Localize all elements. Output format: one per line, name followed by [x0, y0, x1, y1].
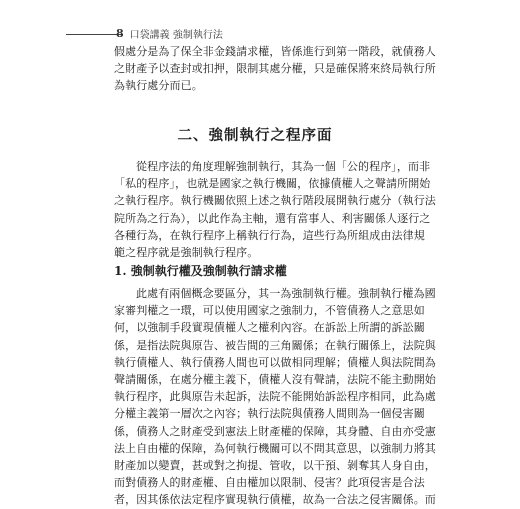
text-line: 此處有兩個概念要區分，其一為強制執行權。強制執行權為國 [136, 287, 436, 300]
running-header [116, 26, 223, 41]
sub-heading: 1. 強制執行權及強制執行請求權 [114, 264, 287, 278]
paragraph-bottom [114, 285, 436, 509]
page-number: 8 [116, 27, 124, 40]
text-line: 係，債務人之財產受到憲法上財產權的保障，其身體、自由亦受憲 [114, 424, 436, 438]
running-title: 口袋講義 強制執行法 [129, 30, 223, 41]
text-line: 分權主義第一層次之內容；執行法院與債務人間則為一個侵害關 [114, 407, 425, 421]
text-line: 之財產予以查封或扣押，限制其處分權，只是確保將來終局執行所 [114, 62, 436, 76]
text-line: 法上自由權的保障，為何執行機關可以不問其意思，以強制力將其 [114, 441, 436, 455]
text-line: 者，因其係依法定程序實現執行債權，故為一合法之侵害關係。而 [114, 493, 436, 507]
text-line: 財產加以變賣，甚或對之拘提、管收，以干預、剝奪其人身自由， [114, 459, 436, 473]
text-line: 為執行處分而已。 [114, 79, 203, 93]
section-title: 二、強制執行之程序面 [177, 127, 333, 144]
text-line: 聲請關係，在處分權主義下，債權人沒有聲請，法院不能主動開始 [114, 373, 436, 387]
header-rule [66, 34, 122, 35]
text-line: 院所為之行為），以此作為主軸，還有當事人、利害關係人逐行之 [114, 211, 431, 225]
text-line: 各種行為，在執行程序上稱執行行為，這些行為所組成由法律規 [114, 228, 425, 242]
text-line: 執行債權人、執行債務人間也可以做相同理解；債權人與法院間為 [114, 355, 436, 369]
paragraph-mid [114, 158, 436, 261]
text-line: 係，是指法院與原告、被告間的三角關係；在執行關係上，法院與 [114, 338, 436, 352]
paragraph-top [114, 43, 436, 95]
text-line: 從程序法的角度理解強制執行，其為一個「公的程序」，而非 [136, 160, 431, 173]
text-line: 而對債務人的財產權、自由權加以限制、侵害？此項侵害是合法 [114, 476, 425, 490]
text-line: 假處分是為了保全非金錢請求權，皆係進行到第一階段，就債務人 [114, 45, 436, 58]
text-line: 之執行程序。執行機關依照上述之執行階段展開執行處分（執行法 [114, 194, 436, 208]
text-line: 「私的程序」，也就是國家之執行機關，依據債權人之聲請所開始 [114, 177, 431, 191]
text-line: 範之程序就是強制執行程序。 [114, 246, 259, 260]
text-line: 何，以強制手段實現債權人之權利內容。在訴訟上所謂的訴訟關 [114, 321, 425, 335]
text-line: 執行程序，此與原告未起訴，法院不能開始訴訟程序相同，此為處 [114, 390, 436, 404]
text-line: 家審判權之一環，可以使用國家之強制力，不管債務人之意思如 [114, 304, 425, 318]
